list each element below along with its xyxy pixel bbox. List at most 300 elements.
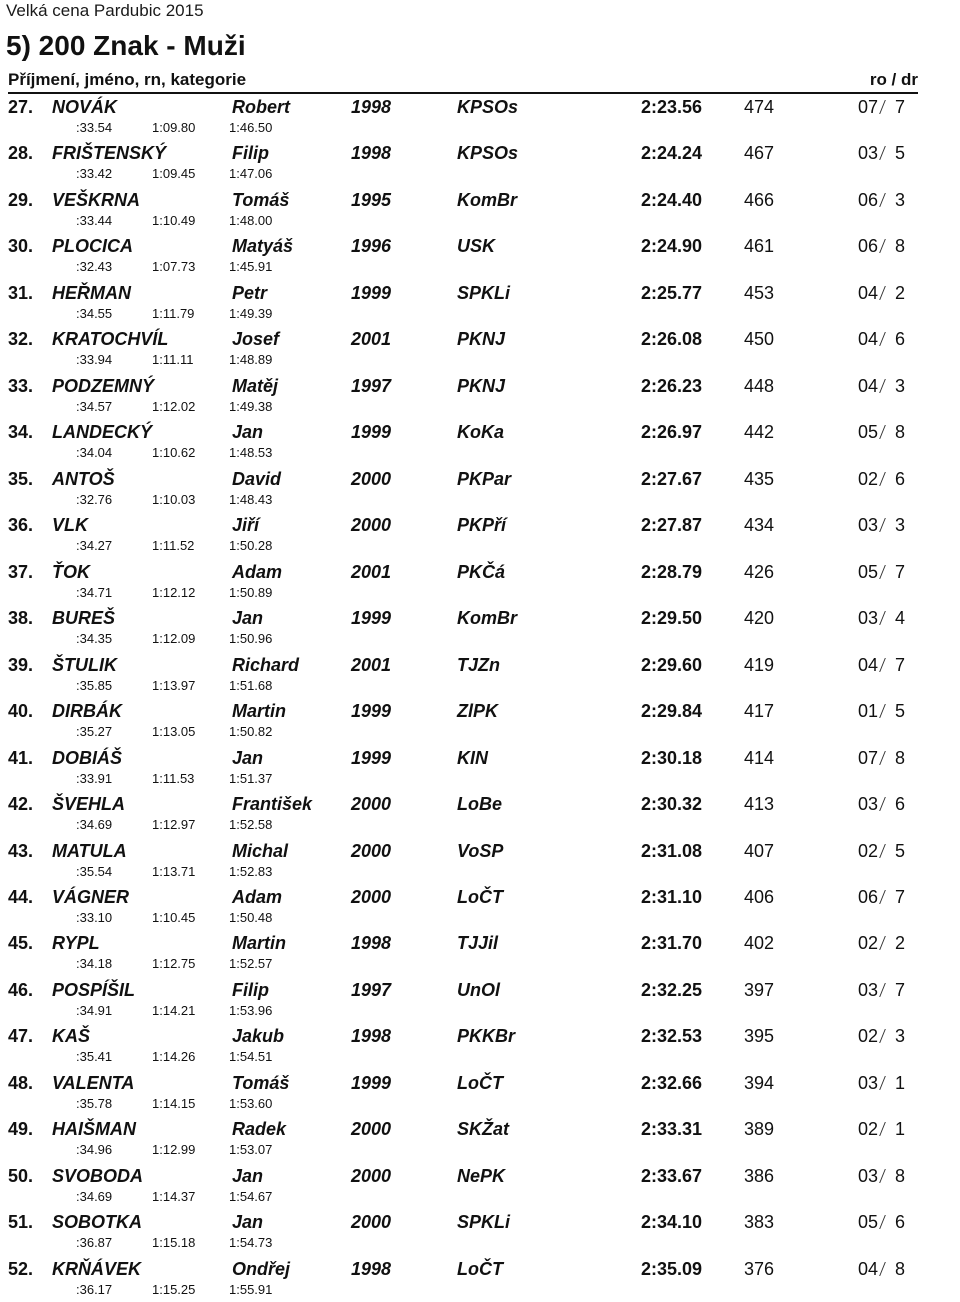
heat: 04 bbox=[858, 282, 879, 303]
heat-lane-separator bbox=[879, 890, 886, 904]
club: LoBe bbox=[457, 794, 502, 815]
first-name: Jan bbox=[232, 747, 264, 768]
heat-lane-separator bbox=[879, 983, 886, 997]
rank: 47. bbox=[8, 1026, 34, 1047]
club: KPSOs bbox=[457, 97, 519, 117]
birth-year: 2000 bbox=[351, 840, 392, 861]
rank: 33. bbox=[8, 375, 34, 396]
split-100m: 1:14.37 bbox=[152, 1188, 196, 1204]
first-name: Filip bbox=[232, 143, 269, 164]
birth-year: 1999 bbox=[351, 1072, 392, 1093]
split-50m: :35.85 bbox=[76, 677, 113, 693]
split-50m: :33.44 bbox=[76, 212, 113, 228]
split-150m: 1:54.67 bbox=[229, 1188, 273, 1204]
split-150m: 1:47.06 bbox=[229, 166, 273, 182]
final-time: 2:29.50 bbox=[641, 608, 703, 629]
rank: 38. bbox=[8, 608, 34, 629]
birth-year: 2001 bbox=[351, 329, 392, 350]
points: 419 bbox=[744, 654, 775, 675]
first-name: Radek bbox=[232, 1119, 287, 1140]
split-150m: 1:50.96 bbox=[229, 631, 273, 647]
lane: 3 bbox=[895, 375, 906, 396]
page-title: 5) 200 Znak - Muži bbox=[6, 30, 246, 61]
result-row bbox=[0, 1209, 960, 1255]
heat-lane-separator bbox=[879, 146, 886, 160]
birth-year: 1997 bbox=[351, 375, 392, 396]
split-50m: :33.10 bbox=[76, 909, 113, 925]
club: PKPar bbox=[457, 468, 512, 489]
rank: 42. bbox=[8, 794, 34, 815]
split-100m: 1:11.11 bbox=[152, 352, 194, 368]
heat: 03 bbox=[858, 979, 879, 1000]
club: TJZn bbox=[457, 654, 500, 675]
first-name: Jan bbox=[232, 1165, 264, 1186]
split-50m: :34.91 bbox=[76, 1002, 113, 1018]
result-row bbox=[0, 1116, 960, 1162]
lane: 3 bbox=[895, 1026, 906, 1047]
split-150m: 1:50.48 bbox=[229, 909, 273, 925]
surname: LANDECKÝ bbox=[52, 422, 153, 443]
points: 394 bbox=[744, 1072, 775, 1093]
points: 397 bbox=[744, 979, 775, 1000]
points: 414 bbox=[744, 747, 775, 768]
surname: HAIŠMAN bbox=[52, 1119, 136, 1140]
surname: DOBIÁŠ bbox=[52, 747, 123, 768]
points: 426 bbox=[744, 561, 775, 582]
lane: 3 bbox=[895, 189, 906, 210]
first-name: Tomáš bbox=[232, 1072, 290, 1093]
points: 406 bbox=[744, 886, 775, 907]
rank: 31. bbox=[8, 282, 34, 303]
split-50m: :34.18 bbox=[76, 956, 113, 972]
result-row bbox=[0, 698, 960, 744]
result-row bbox=[0, 745, 960, 791]
points: 420 bbox=[744, 608, 775, 629]
heat: 04 bbox=[858, 654, 879, 675]
first-name: Jiří bbox=[232, 515, 260, 536]
event-name: Velká cena Pardubic 2015 bbox=[6, 1, 204, 20]
heat: 06 bbox=[858, 886, 879, 907]
first-name: Ondřej bbox=[232, 1258, 291, 1279]
surname: KRATOCHVÍL bbox=[52, 329, 169, 350]
heat-lane-separator bbox=[879, 797, 886, 811]
heat: 02 bbox=[858, 468, 879, 489]
column-header-right: ro / dr bbox=[869, 70, 918, 89]
split-100m: 1:12.12 bbox=[152, 584, 196, 600]
surname: SVOBODA bbox=[52, 1165, 144, 1186]
surname: NOVÁK bbox=[52, 97, 118, 117]
split-150m: 1:48.89 bbox=[229, 352, 273, 368]
birth-year: 1999 bbox=[351, 282, 392, 303]
heat-lane-separator bbox=[879, 936, 886, 950]
rank: 35. bbox=[8, 468, 34, 489]
points: 389 bbox=[744, 1119, 775, 1140]
lane: 5 bbox=[895, 143, 906, 164]
split-50m: :34.71 bbox=[76, 584, 113, 600]
result-row bbox=[0, 838, 960, 884]
heat-lane-separator bbox=[879, 611, 886, 625]
first-name: Jan bbox=[232, 1212, 264, 1233]
result-row bbox=[0, 791, 960, 837]
first-name: Martin bbox=[232, 933, 286, 954]
heat-lane-separator bbox=[879, 751, 886, 765]
split-100m: 1:13.97 bbox=[152, 677, 196, 693]
heat-lane-separator bbox=[879, 565, 886, 579]
heat-lane-separator bbox=[879, 1262, 886, 1276]
club: NePK bbox=[457, 1165, 506, 1186]
split-50m: :35.78 bbox=[76, 1095, 113, 1111]
split-150m: 1:48.43 bbox=[229, 491, 273, 507]
split-100m: 1:12.09 bbox=[152, 631, 196, 647]
points: 474 bbox=[744, 97, 775, 117]
split-50m: :35.41 bbox=[76, 1049, 113, 1065]
final-time: 2:30.18 bbox=[641, 747, 703, 768]
club: SPKLi bbox=[457, 1212, 511, 1233]
surname: SOBOTKA bbox=[52, 1212, 142, 1233]
lane: 8 bbox=[895, 747, 906, 768]
rank: 32. bbox=[8, 329, 34, 350]
heat-lane-separator bbox=[879, 1169, 886, 1183]
rank: 45. bbox=[8, 933, 34, 954]
heat-lane-separator bbox=[879, 844, 886, 858]
surname: KRŇÁVEK bbox=[52, 1258, 142, 1279]
club: SPKLi bbox=[457, 282, 511, 303]
surname: ŠVEHLA bbox=[52, 794, 126, 815]
surname: PLOCICA bbox=[52, 236, 133, 257]
first-name: Josef bbox=[232, 329, 280, 350]
heat: 07 bbox=[858, 747, 879, 768]
points: 407 bbox=[744, 840, 775, 861]
heat: 02 bbox=[858, 840, 879, 861]
birth-year: 2000 bbox=[351, 794, 392, 815]
first-name: Matyáš bbox=[232, 236, 294, 257]
split-150m: 1:54.73 bbox=[229, 1235, 273, 1251]
points: 402 bbox=[744, 933, 775, 954]
points: 413 bbox=[744, 794, 775, 815]
lane: 7 bbox=[895, 654, 906, 675]
result-row bbox=[0, 466, 960, 512]
split-150m: 1:51.37 bbox=[229, 770, 273, 786]
result-row bbox=[0, 559, 960, 605]
result-row bbox=[0, 233, 960, 279]
lane: 7 bbox=[895, 561, 906, 582]
split-150m: 1:53.96 bbox=[229, 1002, 273, 1018]
birth-year: 2001 bbox=[351, 561, 392, 582]
lane: 2 bbox=[895, 282, 906, 303]
surname: MATULA bbox=[52, 840, 127, 861]
split-100m: 1:12.97 bbox=[152, 817, 196, 833]
split-150m: 1:50.82 bbox=[229, 724, 273, 740]
split-100m: 1:12.75 bbox=[152, 956, 196, 972]
points: 386 bbox=[744, 1165, 775, 1186]
split-150m: 1:50.28 bbox=[229, 538, 273, 554]
heat: 03 bbox=[858, 1165, 879, 1186]
result-row bbox=[0, 1163, 960, 1209]
heat: 06 bbox=[858, 236, 879, 257]
heat-lane-separator bbox=[879, 425, 886, 439]
points: 434 bbox=[744, 515, 775, 536]
split-100m: 1:14.21 bbox=[152, 1002, 196, 1018]
split-50m: :34.69 bbox=[76, 1188, 113, 1204]
heat-lane-separator bbox=[879, 1215, 886, 1229]
split-100m: 1:13.71 bbox=[152, 863, 196, 879]
birth-year: 1997 bbox=[351, 979, 392, 1000]
club: SKŽat bbox=[457, 1119, 510, 1140]
heat-lane-separator bbox=[879, 658, 886, 672]
lane: 2 bbox=[895, 933, 906, 954]
birth-year: 2000 bbox=[351, 886, 392, 907]
surname: HEŘMAN bbox=[52, 282, 131, 303]
split-50m: :34.57 bbox=[76, 398, 113, 414]
club: TJJil bbox=[457, 933, 499, 954]
heat: 05 bbox=[858, 422, 879, 443]
final-time: 2:29.84 bbox=[641, 701, 703, 722]
first-name: Adam bbox=[232, 561, 283, 582]
split-100m: 1:09.45 bbox=[152, 166, 196, 182]
club: PKNJ bbox=[457, 329, 506, 350]
heat: 06 bbox=[858, 189, 879, 210]
club: KIN bbox=[457, 747, 488, 768]
split-50m: :34.04 bbox=[76, 445, 113, 461]
club: UnOl bbox=[457, 979, 500, 1000]
split-100m: 1:10.03 bbox=[152, 491, 196, 507]
lane: 8 bbox=[895, 422, 906, 443]
split-150m: 1:49.38 bbox=[229, 398, 273, 414]
heat-lane-separator bbox=[879, 286, 886, 300]
final-time: 2:27.87 bbox=[641, 515, 703, 536]
rank: 39. bbox=[8, 654, 34, 675]
club: KoKa bbox=[457, 422, 505, 443]
surname: KAŠ bbox=[52, 1026, 91, 1047]
column-header-left: Příjmení, jméno, rn, kategorie bbox=[8, 70, 247, 89]
first-name: Jan bbox=[232, 422, 264, 443]
heat-lane-separator bbox=[879, 518, 886, 532]
final-time: 2:28.79 bbox=[641, 561, 703, 582]
heat-lane-separator bbox=[879, 1122, 886, 1136]
result-row bbox=[0, 187, 960, 233]
surname: BUREŠ bbox=[52, 608, 116, 629]
split-150m: 1:48.00 bbox=[229, 212, 273, 228]
lane: 5 bbox=[895, 840, 906, 861]
heat-lane-separator bbox=[879, 100, 886, 114]
final-time: 2:30.32 bbox=[641, 794, 703, 815]
club: PKČá bbox=[457, 561, 506, 582]
surname: ŤOK bbox=[52, 561, 90, 582]
rank: 27. bbox=[8, 97, 34, 117]
lane: 7 bbox=[895, 979, 906, 1000]
split-150m: 1:45.91 bbox=[229, 259, 273, 275]
rank: 48. bbox=[8, 1072, 34, 1093]
lane: 4 bbox=[895, 608, 906, 629]
split-150m: 1:52.58 bbox=[229, 817, 273, 833]
column-header bbox=[8, 70, 918, 94]
result-row bbox=[0, 977, 960, 1023]
heat: 05 bbox=[858, 561, 879, 582]
split-50m: :33.94 bbox=[76, 352, 113, 368]
result-row bbox=[0, 652, 960, 698]
surname: VLK bbox=[52, 515, 88, 536]
club: VoSP bbox=[457, 840, 504, 861]
club: USK bbox=[457, 236, 496, 257]
rank: 41. bbox=[8, 747, 34, 768]
split-50m: :32.76 bbox=[76, 491, 113, 507]
split-150m: 1:54.51 bbox=[229, 1049, 273, 1065]
final-time: 2:35.09 bbox=[641, 1258, 703, 1279]
lane: 8 bbox=[895, 1258, 906, 1279]
final-time: 2:24.40 bbox=[641, 189, 703, 210]
surname: DIRBÁK bbox=[52, 701, 122, 722]
final-time: 2:23.56 bbox=[641, 97, 703, 117]
split-150m: 1:52.83 bbox=[229, 863, 273, 879]
result-row bbox=[0, 1023, 960, 1069]
club: ZlPK bbox=[457, 701, 499, 722]
heat-lane-separator bbox=[879, 332, 886, 346]
heat: 02 bbox=[858, 933, 879, 954]
points: 450 bbox=[744, 329, 775, 350]
points: 376 bbox=[744, 1258, 775, 1279]
lane: 6 bbox=[895, 794, 906, 815]
heat: 04 bbox=[858, 1258, 879, 1279]
final-time: 2:32.66 bbox=[641, 1072, 703, 1093]
split-100m: 1:12.02 bbox=[152, 398, 196, 414]
heat-lane-separator bbox=[879, 1029, 886, 1043]
birth-year: 2000 bbox=[351, 1165, 392, 1186]
result-row bbox=[0, 373, 960, 419]
rank: 46. bbox=[8, 979, 34, 1000]
lane: 8 bbox=[895, 1165, 906, 1186]
rank: 49. bbox=[8, 1119, 34, 1140]
birth-year: 1998 bbox=[351, 1258, 392, 1279]
split-50m: :35.54 bbox=[76, 863, 113, 879]
surname: POSPÍŠIL bbox=[52, 979, 136, 1000]
result-row bbox=[0, 1256, 960, 1302]
result-row bbox=[0, 930, 960, 976]
split-100m: 1:10.62 bbox=[152, 445, 196, 461]
split-150m: 1:55.91 bbox=[229, 1281, 273, 1297]
heat: 03 bbox=[858, 143, 879, 164]
split-100m: 1:10.45 bbox=[152, 909, 196, 925]
final-time: 2:31.70 bbox=[641, 933, 703, 954]
split-50m: :34.27 bbox=[76, 538, 113, 554]
lane: 7 bbox=[895, 97, 906, 117]
heat-lane-separator bbox=[879, 239, 886, 253]
rank: 37. bbox=[8, 561, 34, 582]
final-time: 2:29.60 bbox=[641, 654, 703, 675]
split-100m: 1:11.53 bbox=[152, 770, 195, 786]
split-150m: 1:53.60 bbox=[229, 1095, 273, 1111]
rank: 40. bbox=[8, 701, 34, 722]
club: KPSOs bbox=[457, 143, 519, 164]
final-time: 2:31.10 bbox=[641, 886, 703, 907]
first-name: Adam bbox=[232, 886, 283, 907]
lane: 5 bbox=[895, 701, 906, 722]
birth-year: 1996 bbox=[351, 236, 392, 257]
heat: 03 bbox=[858, 515, 879, 536]
points: 435 bbox=[744, 468, 775, 489]
first-name: František bbox=[232, 794, 313, 815]
lane: 8 bbox=[895, 236, 906, 257]
birth-year: 1998 bbox=[351, 97, 392, 117]
surname: VÁGNER bbox=[52, 886, 130, 907]
surname: VEŠKRNA bbox=[52, 189, 141, 210]
split-50m: :33.91 bbox=[76, 770, 113, 786]
final-time: 2:27.67 bbox=[641, 468, 703, 489]
rank: 34. bbox=[8, 422, 34, 443]
split-150m: 1:50.89 bbox=[229, 584, 273, 600]
result-row bbox=[0, 884, 960, 930]
rank: 28. bbox=[8, 143, 34, 164]
split-150m: 1:46.50 bbox=[229, 120, 273, 135]
first-name: Martin bbox=[232, 701, 286, 722]
result-row bbox=[0, 1070, 960, 1116]
points: 417 bbox=[744, 701, 775, 722]
birth-year: 2000 bbox=[351, 1212, 392, 1233]
split-100m: 1:15.25 bbox=[152, 1281, 196, 1297]
result-row bbox=[0, 140, 960, 186]
rank: 29. bbox=[8, 189, 34, 210]
birth-year: 1998 bbox=[351, 143, 392, 164]
heat-lane-separator bbox=[879, 379, 886, 393]
split-150m: 1:53.07 bbox=[229, 1142, 273, 1158]
birth-year: 2001 bbox=[351, 654, 392, 675]
split-100m: 1:13.05 bbox=[152, 724, 196, 740]
final-time: 2:33.67 bbox=[641, 1165, 703, 1186]
heat: 02 bbox=[858, 1119, 879, 1140]
surname: ŠTULIK bbox=[52, 654, 117, 675]
heat-lane-separator bbox=[879, 1076, 886, 1090]
heat: 04 bbox=[858, 329, 879, 350]
points: 466 bbox=[744, 189, 775, 210]
result-row bbox=[0, 94, 960, 140]
lane: 6 bbox=[895, 329, 906, 350]
birth-year: 2000 bbox=[351, 1119, 392, 1140]
split-100m: 1:07.73 bbox=[152, 259, 196, 275]
final-time: 2:25.77 bbox=[641, 282, 703, 303]
split-50m: :34.69 bbox=[76, 817, 113, 833]
heat-lane-separator bbox=[879, 704, 886, 718]
points: 461 bbox=[744, 236, 775, 257]
split-50m: :35.27 bbox=[76, 724, 113, 740]
split-50m: :36.17 bbox=[76, 1281, 113, 1297]
final-time: 2:24.90 bbox=[641, 236, 703, 257]
heat: 05 bbox=[858, 1212, 879, 1233]
surname: ANTOŠ bbox=[52, 468, 115, 489]
final-time: 2:31.08 bbox=[641, 840, 703, 861]
club: LoČT bbox=[457, 886, 503, 907]
points: 395 bbox=[744, 1026, 775, 1047]
split-100m: 1:14.26 bbox=[152, 1049, 196, 1065]
first-name: Jan bbox=[232, 608, 264, 629]
birth-year: 1999 bbox=[351, 701, 392, 722]
result-row bbox=[0, 280, 960, 326]
club: LoČT bbox=[457, 1072, 503, 1093]
split-100m: 1:11.79 bbox=[152, 305, 195, 321]
rank: 43. bbox=[8, 840, 34, 861]
result-row bbox=[0, 419, 960, 465]
result-row bbox=[0, 605, 960, 651]
heat-lane-separator bbox=[879, 472, 886, 486]
rank: 50. bbox=[8, 1165, 34, 1186]
lane: 1 bbox=[895, 1119, 906, 1140]
heat: 03 bbox=[858, 608, 879, 629]
split-50m: :34.55 bbox=[76, 305, 113, 321]
birth-year: 1999 bbox=[351, 608, 392, 629]
first-name: David bbox=[232, 468, 282, 489]
surname: FRIŠTENSKÝ bbox=[52, 143, 167, 164]
rank: 36. bbox=[8, 515, 34, 536]
rank: 44. bbox=[8, 886, 34, 907]
birth-year: 1995 bbox=[351, 189, 392, 210]
